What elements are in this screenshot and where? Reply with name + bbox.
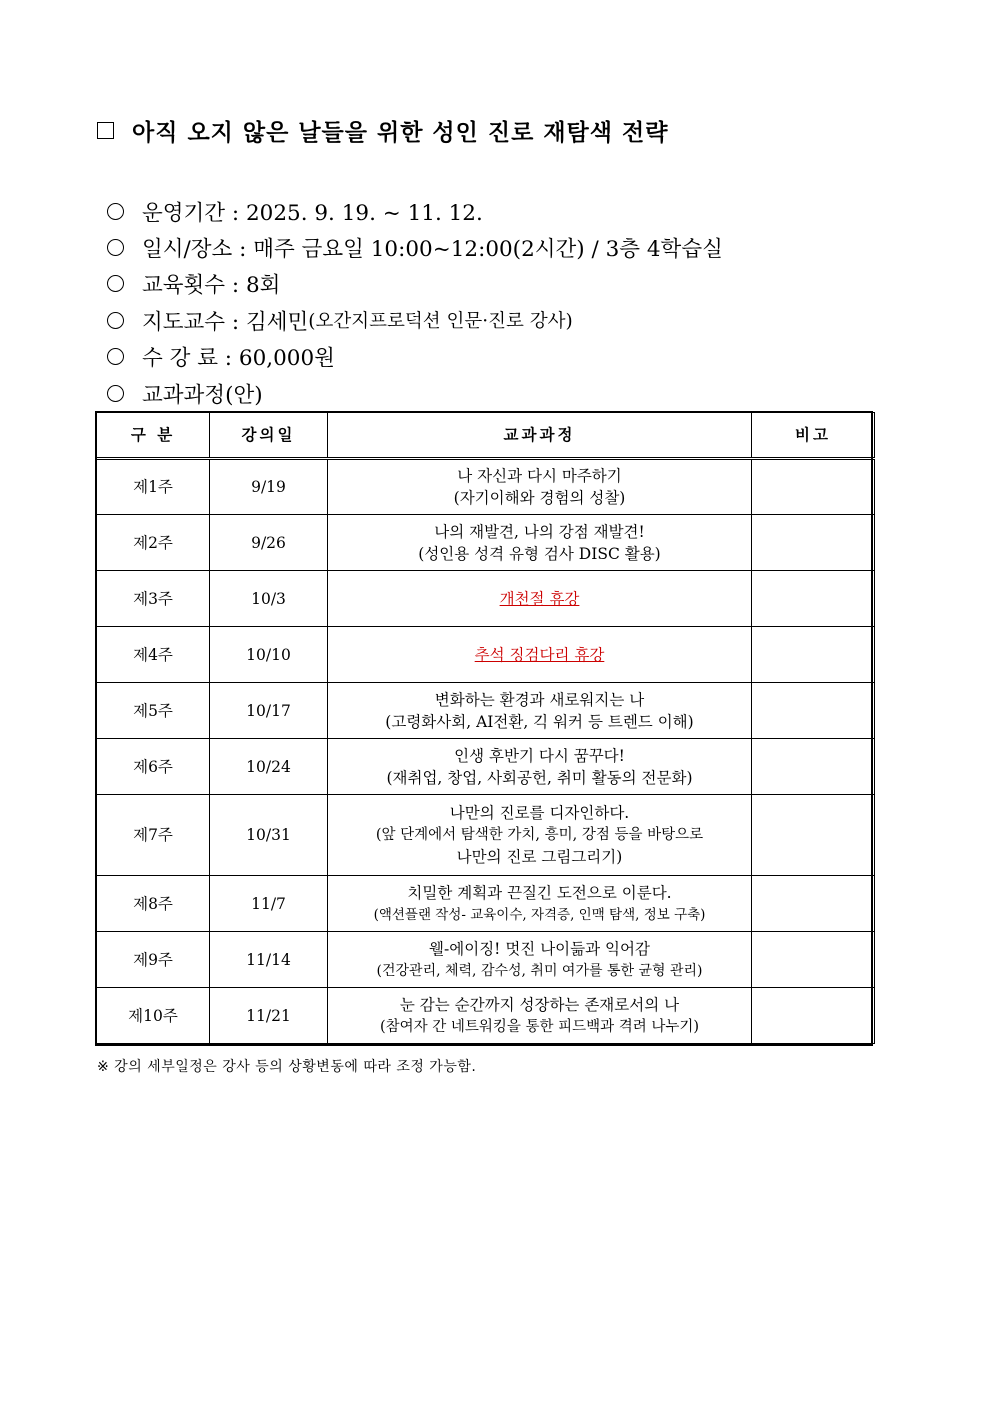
info-curriculum <box>107 375 723 411</box>
table-row <box>97 988 875 1044</box>
curriculum-line: 웰-에이징! 멋진 나이듦과 익어감 <box>429 939 650 958</box>
note-cell <box>752 876 875 932</box>
week-cell: 제4주 <box>97 627 210 683</box>
table-row <box>97 739 875 795</box>
header-note: 비고 <box>752 413 875 459</box>
table-row <box>97 515 875 571</box>
page-title-text: 아직 오지 않은 날들을 위한 성인 진로 재탐색 전략 <box>132 120 669 146</box>
curriculum-line: (앞 단계에서 탐색한 가치, 흥미, 강점 등을 바탕으로 <box>375 827 704 843</box>
info-curriculum-text: 교과과정(안) <box>142 382 263 408</box>
curriculum-line: (참여자 간 네트워킹을 통한 피드백과 격려 나누기) <box>379 1018 700 1035</box>
curriculum-cell <box>328 876 752 932</box>
week-cell: 제5주 <box>97 683 210 739</box>
curriculum-cell <box>328 515 752 571</box>
info-instructor-affiliation: (오간지프로덕션 인문·진로 강사) <box>308 311 573 333</box>
curriculum-line: (재취업, 창업, 사회공헌, 취미 활동의 전문화) <box>386 768 693 787</box>
header-curriculum: 교과과정 <box>328 413 752 459</box>
week-cell: 제1주 <box>97 459 210 515</box>
curriculum-line: 나만의 진로를 디자인하다. <box>449 804 630 822</box>
curriculum-line: 나 자신과 다시 마주하기 <box>457 467 622 485</box>
info-schedule-text: 일시/장소 : 매주 금요일 10:00~12:00(2시간) / 3층 4학습실 <box>142 237 723 263</box>
curriculum-line: (액션플랜 작성- 교육이수, 자격증, 인맥 탐색, 정보 구축) <box>373 906 706 923</box>
note-cell <box>752 571 875 627</box>
week-cell: 제7주 <box>97 795 210 876</box>
curriculum-cell <box>328 739 752 795</box>
header-date: 강의일 <box>210 413 328 459</box>
table-row <box>97 571 875 627</box>
week-cell: 제8주 <box>97 876 210 932</box>
circle-bullet-icon <box>107 275 124 292</box>
curriculum-line: (성인용 성격 유형 검사 DISC 활용) <box>418 544 661 563</box>
note-cell <box>752 459 875 515</box>
week-cell: 제9주 <box>97 932 210 988</box>
table-row <box>97 627 875 683</box>
note-cell <box>752 795 875 876</box>
curriculum-line: (고령화사회, AI전환, 긱 워커 등 트렌드 이해) <box>385 712 694 731</box>
date-cell: 10/31 <box>210 795 328 876</box>
circle-bullet-icon <box>107 203 124 220</box>
holiday-label: 추석 징검다리 휴강 <box>474 645 605 664</box>
info-sessions-text: 교육횟수 : 8회 <box>142 273 281 299</box>
curriculum-line: 나의 재발견, 나의 강점 재발견! <box>434 522 645 541</box>
curriculum-cell <box>328 627 752 683</box>
curriculum-line: 눈 감는 순간까지 성장하는 존재로서의 나 <box>399 995 680 1014</box>
note-cell <box>752 627 875 683</box>
table-header-row <box>97 413 875 459</box>
date-cell: 10/17 <box>210 683 328 739</box>
info-schedule <box>107 229 723 265</box>
page-title <box>97 114 668 147</box>
curriculum-line: 인생 후반기 다시 꿈꾸다! <box>454 746 625 765</box>
curriculum-line: (건강관리, 체력, 감수성, 취미 여가를 통한 균형 관리) <box>376 962 703 979</box>
info-instructor <box>107 302 723 338</box>
circle-bullet-icon <box>107 348 124 365</box>
info-fee <box>107 339 723 375</box>
info-fee-text: 수 강 료 : 60,000원 <box>142 346 335 372</box>
circle-bullet-icon <box>107 385 124 402</box>
table-row <box>97 795 875 876</box>
date-cell: 10/10 <box>210 627 328 683</box>
table-row <box>97 459 875 515</box>
note-cell <box>752 739 875 795</box>
date-cell: 10/24 <box>210 739 328 795</box>
checkbox-square-icon <box>97 122 114 139</box>
curriculum-table <box>96 412 875 1044</box>
table-row <box>97 876 875 932</box>
curriculum-cell <box>328 571 752 627</box>
curriculum-line: 변화하는 환경과 새로워지는 나 <box>434 690 645 709</box>
circle-bullet-icon <box>107 312 124 329</box>
curriculum-cell <box>328 795 752 876</box>
note-cell <box>752 683 875 739</box>
info-period-text: 운영기간 : 2025. 9. 19. ~ 11. 12. <box>142 200 483 226</box>
info-sessions <box>107 266 723 302</box>
curriculum-cell <box>328 932 752 988</box>
date-cell: 10/3 <box>210 571 328 627</box>
info-list <box>107 193 723 411</box>
note-cell <box>752 515 875 571</box>
table-row <box>97 932 875 988</box>
circle-bullet-icon <box>107 239 124 256</box>
curriculum-line: 나만의 진로 그림그리기) <box>456 848 623 866</box>
curriculum-cell <box>328 459 752 515</box>
week-cell: 제10주 <box>97 988 210 1044</box>
info-period <box>107 193 723 229</box>
week-cell: 제3주 <box>97 571 210 627</box>
curriculum-cell <box>328 683 752 739</box>
holiday-label: 개천절 휴강 <box>499 589 580 608</box>
week-cell: 제2주 <box>97 515 210 571</box>
week-cell: 제6주 <box>97 739 210 795</box>
info-instructor-text: 지도교수 : 김세민 <box>142 309 309 335</box>
curriculum-line: (자기이해와 경험의 성찰) <box>453 489 626 507</box>
note-cell <box>752 932 875 988</box>
date-cell: 9/26 <box>210 515 328 571</box>
curriculum-line: 치밀한 계획과 끈질긴 도전으로 이룬다. <box>407 883 672 902</box>
date-cell: 11/7 <box>210 876 328 932</box>
date-cell: 11/21 <box>210 988 328 1044</box>
curriculum-cell <box>328 988 752 1044</box>
note-cell <box>752 988 875 1044</box>
footnote: ※ 강의 세부일정은 강사 등의 상황변동에 따라 조정 가능함. <box>97 1059 477 1075</box>
header-week: 구 분 <box>97 413 210 459</box>
table-row <box>97 683 875 739</box>
date-cell: 11/14 <box>210 932 328 988</box>
date-cell: 9/19 <box>210 459 328 515</box>
